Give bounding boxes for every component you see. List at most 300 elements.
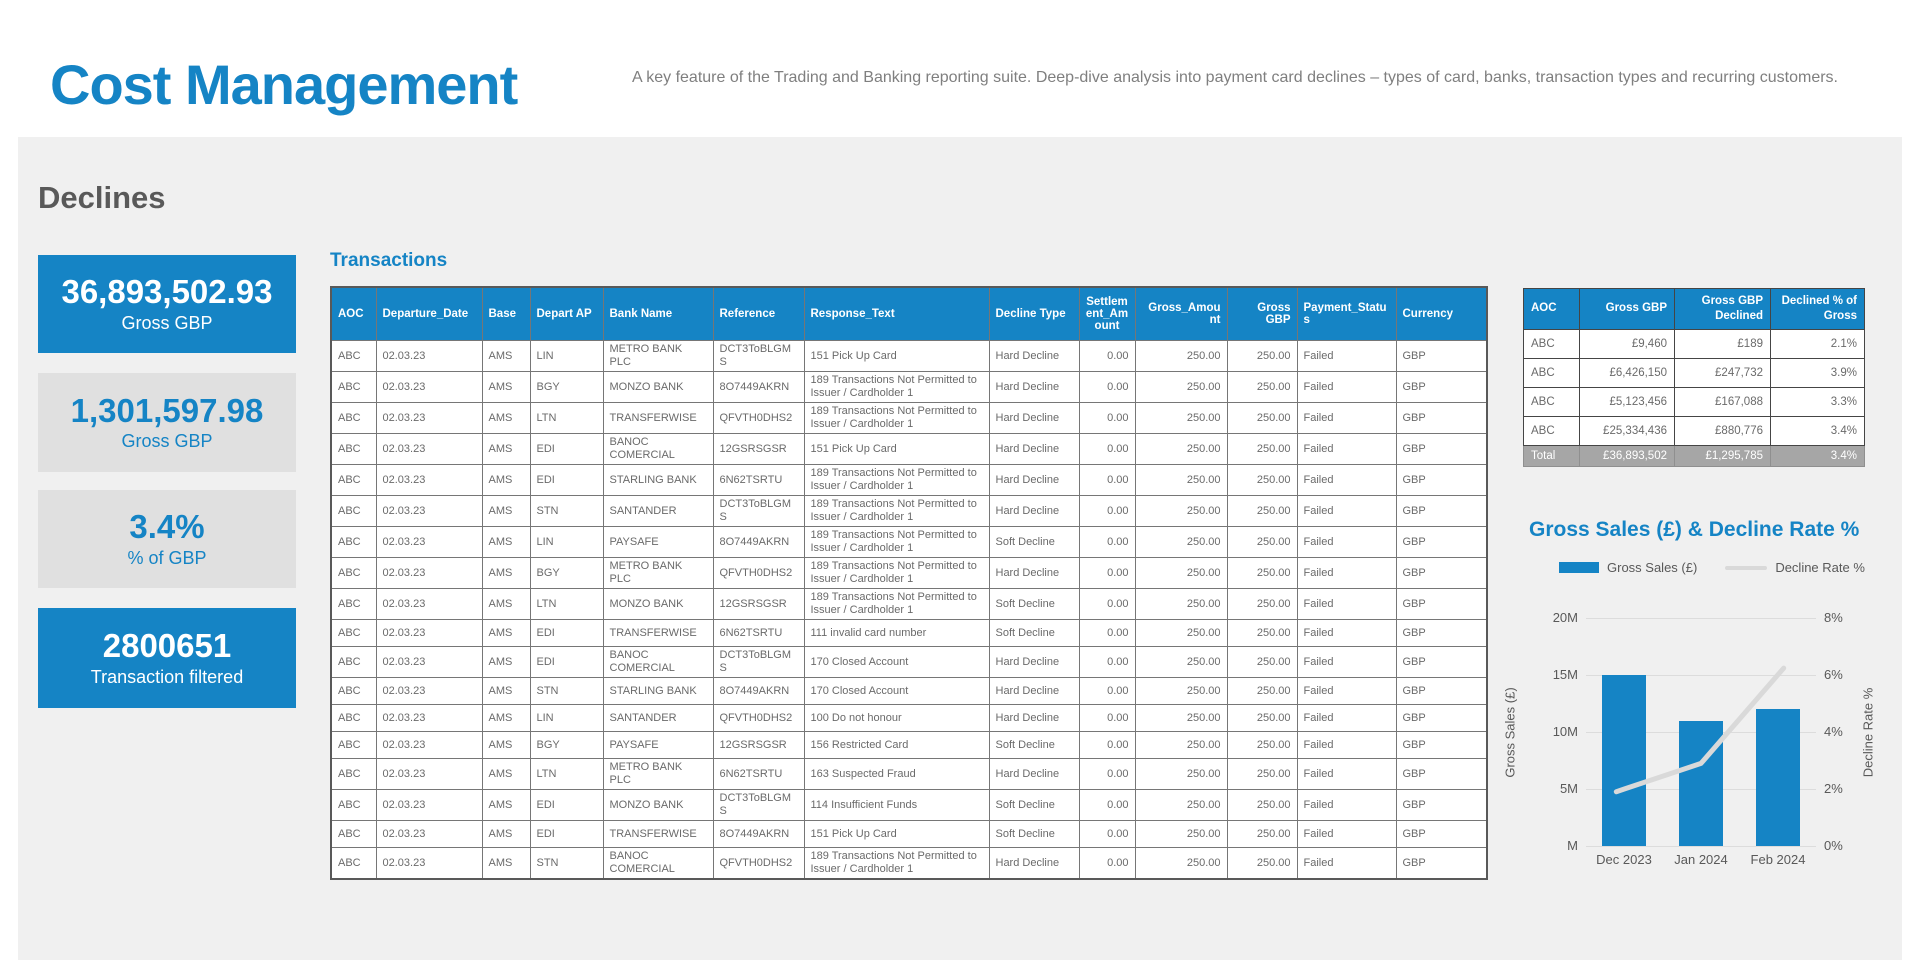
kpi-value: 36,893,502.93	[61, 273, 273, 311]
cell: Soft Decline	[989, 790, 1079, 821]
cell: Failed	[1297, 558, 1396, 589]
cell: BGY	[530, 558, 603, 589]
cell: QFVTH0DHS2	[713, 403, 804, 434]
cell: GBP	[1396, 790, 1487, 821]
cell: MONZO BANK	[603, 372, 713, 403]
cell: 0.00	[1079, 558, 1135, 589]
cell: BANOC COMERCIAL	[603, 848, 713, 880]
transactions-row[interactable]	[331, 620, 1487, 647]
cell: Hard Decline	[989, 341, 1079, 372]
cell: 189 Transactions Not Permitted to Issuer / Cardholder 1	[804, 403, 989, 434]
cell: Soft Decline	[989, 732, 1079, 759]
cell: Failed	[1297, 759, 1396, 790]
cell: QFVTH0DHS2	[713, 705, 804, 732]
kpi-value: 1,301,597.98	[70, 391, 264, 429]
summary-header-row	[1524, 289, 1865, 330]
cell: Failed	[1297, 620, 1396, 647]
total-cell: £36,893,502	[1580, 445, 1675, 466]
cell: BGY	[530, 372, 603, 403]
cell: £880,776	[1675, 416, 1771, 445]
total-cell: Total	[1524, 445, 1580, 466]
left-axis-tick: 5M	[1559, 781, 1578, 796]
cell: 250.00	[1227, 527, 1297, 558]
cell: QFVTH0DHS2	[713, 558, 804, 589]
cell: TRANSFERWISE	[603, 403, 713, 434]
cell: 02.03.23	[376, 465, 482, 496]
cell: ABC	[1524, 358, 1580, 387]
cell: ABC	[331, 434, 376, 465]
cell: BANOC COMERCIAL	[603, 647, 713, 678]
cell: 250.00	[1135, 678, 1227, 705]
right-axis-title: Decline Rate %	[1860, 687, 1876, 777]
cell: 02.03.23	[376, 434, 482, 465]
cell: 163 Suspected Fraud	[804, 759, 989, 790]
transactions-row[interactable]	[331, 527, 1487, 558]
cell: 189 Transactions Not Permitted to Issuer / Cardholder 1	[804, 496, 989, 527]
cell: £6,426,150	[1580, 358, 1675, 387]
cell: 250.00	[1135, 434, 1227, 465]
cell: STN	[530, 848, 603, 880]
summary-column-header-declined-of-gross[interactable]: Declined % of Gross	[1771, 289, 1865, 330]
cell: AMS	[482, 647, 530, 678]
cell: EDI	[530, 790, 603, 821]
cell: LTN	[530, 759, 603, 790]
cell: 189 Transactions Not Permitted to Issuer / Cardholder 1	[804, 465, 989, 496]
cell: EDI	[530, 821, 603, 848]
cell: GBP	[1396, 848, 1487, 880]
left-axis-tick: 10M	[1552, 724, 1578, 739]
kpi-card-gross-gbp[interactable]	[38, 255, 296, 353]
cell: GBP	[1396, 527, 1487, 558]
cell: 0.00	[1079, 589, 1135, 620]
cell: 111 invalid card number	[804, 620, 989, 647]
cell: 189 Transactions Not Permitted to Issuer / Cardholder 1	[804, 589, 989, 620]
column-header-base[interactable]: Base	[482, 287, 530, 341]
kpi-value: 2800651	[102, 627, 232, 665]
cell: 189 Transactions Not Permitted to Issuer / Cardholder 1	[804, 558, 989, 589]
cell: ABC	[331, 848, 376, 880]
cell: 114 Insufficient Funds	[804, 790, 989, 821]
cell: ABC	[331, 678, 376, 705]
cell: Failed	[1297, 790, 1396, 821]
cell: 02.03.23	[376, 705, 482, 732]
line-series-swatch-icon	[1725, 566, 1767, 570]
cell: 6N62TSRTU	[713, 759, 804, 790]
cell: 02.03.23	[376, 558, 482, 589]
chart-legend	[1559, 560, 1865, 575]
cell: GBP	[1396, 341, 1487, 372]
cell: ABC	[1524, 329, 1580, 358]
cell: 250.00	[1135, 465, 1227, 496]
cell: ABC	[331, 732, 376, 759]
column-header-decline-type[interactable]: Decline Type	[989, 287, 1079, 341]
cell: EDI	[530, 434, 603, 465]
column-header-payment-status[interactable]: Payment_Status	[1297, 287, 1396, 341]
cell: METRO BANK PLC	[603, 759, 713, 790]
cell: Failed	[1297, 434, 1396, 465]
cell: 2.1%	[1771, 329, 1865, 358]
cell: AMS	[482, 678, 530, 705]
right-axis-tick: 0%	[1824, 838, 1843, 853]
cell: Hard Decline	[989, 705, 1079, 732]
cell: ABC	[331, 403, 376, 434]
cell: 250.00	[1135, 821, 1227, 848]
column-header-departure-date[interactable]: Departure_Date	[376, 287, 482, 341]
cell: 250.00	[1135, 341, 1227, 372]
right-axis-tick: 4%	[1824, 724, 1843, 739]
cell: 170 Closed Account	[804, 647, 989, 678]
cell: Failed	[1297, 821, 1396, 848]
cell: AMS	[482, 732, 530, 759]
cell: AMS	[482, 496, 530, 527]
column-header-reference[interactable]: Reference	[713, 287, 804, 341]
cell: Hard Decline	[989, 465, 1079, 496]
cell: EDI	[530, 620, 603, 647]
cell: 250.00	[1135, 589, 1227, 620]
cell: GBP	[1396, 647, 1487, 678]
summary-row[interactable]	[1524, 416, 1865, 445]
cell: TRANSFERWISE	[603, 620, 713, 647]
cell: 250.00	[1135, 620, 1227, 647]
cell: Failed	[1297, 496, 1396, 527]
cell: 151 Pick Up Card	[804, 434, 989, 465]
cell: 02.03.23	[376, 620, 482, 647]
cell: 250.00	[1135, 647, 1227, 678]
cell: 3.3%	[1771, 387, 1865, 416]
cell: 0.00	[1079, 620, 1135, 647]
transactions-row[interactable]	[331, 372, 1487, 403]
cell: 0.00	[1079, 527, 1135, 558]
cell: 250.00	[1135, 848, 1227, 880]
cell: 8O7449AKRN	[713, 527, 804, 558]
transactions-row[interactable]	[331, 678, 1487, 705]
kpi-label: Gross GBP	[121, 312, 213, 333]
column-header-aoc[interactable]: AOC	[331, 287, 376, 341]
cell: EDI	[530, 465, 603, 496]
cell: STARLING BANK	[603, 678, 713, 705]
cell: 250.00	[1135, 496, 1227, 527]
cell: £5,123,456	[1580, 387, 1675, 416]
cell: ABC	[331, 372, 376, 403]
cell: GBP	[1396, 372, 1487, 403]
transactions-row[interactable]	[331, 589, 1487, 620]
cell: BGY	[530, 732, 603, 759]
cell: ABC	[331, 821, 376, 848]
cell: DCT3ToBLGMS	[713, 341, 804, 372]
cell: Failed	[1297, 589, 1396, 620]
cell: 0.00	[1079, 496, 1135, 527]
cell: £167,088	[1675, 387, 1771, 416]
cell: 100 Do not honour	[804, 705, 989, 732]
cell: 02.03.23	[376, 403, 482, 434]
left-axis-tick: 20M	[1552, 610, 1578, 625]
cell: GBP	[1396, 465, 1487, 496]
summary-row[interactable]	[1524, 358, 1865, 387]
transactions-row[interactable]	[331, 434, 1487, 465]
cell: GBP	[1396, 705, 1487, 732]
kpi-card-transactions-filtered[interactable]	[38, 608, 296, 708]
cell: AMS	[482, 790, 530, 821]
cell: AMS	[482, 848, 530, 880]
cell: GBP	[1396, 678, 1487, 705]
cell: STN	[530, 678, 603, 705]
cell: ABC	[331, 790, 376, 821]
cell: 189 Transactions Not Permitted to Issuer / Cardholder 1	[804, 527, 989, 558]
cell: 189 Transactions Not Permitted to Issuer / Cardholder 1	[804, 372, 989, 403]
cell: AMS	[482, 341, 530, 372]
cell: PAYSAFE	[603, 732, 713, 759]
cell: 151 Pick Up Card	[804, 821, 989, 848]
legend-item-gross-sales[interactable]	[1559, 560, 1697, 575]
legend-item-decline-rate[interactable]	[1725, 560, 1865, 575]
cell: 02.03.23	[376, 790, 482, 821]
cell: Failed	[1297, 678, 1396, 705]
cell: METRO BANK PLC	[603, 341, 713, 372]
cell: £247,732	[1675, 358, 1771, 387]
cell: ABC	[331, 558, 376, 589]
cell: 3.9%	[1771, 358, 1865, 387]
column-header-bank-name[interactable]: Bank Name	[603, 287, 713, 341]
transactions-row[interactable]	[331, 403, 1487, 434]
cell: GBP	[1396, 496, 1487, 527]
transactions-row[interactable]	[331, 821, 1487, 848]
cell: 250.00	[1135, 732, 1227, 759]
cell: 250.00	[1135, 759, 1227, 790]
summary-row[interactable]	[1524, 329, 1865, 358]
cell: 250.00	[1227, 558, 1297, 589]
left-axis-tick: 15M	[1552, 667, 1578, 682]
cell: 8O7449AKRN	[713, 372, 804, 403]
cell: 8O7449AKRN	[713, 821, 804, 848]
column-header-gross-amount[interactable]: Gross_Amount	[1135, 287, 1227, 341]
aoc-summary-table	[1523, 288, 1865, 467]
column-header-currency[interactable]: Currency	[1396, 287, 1487, 341]
cell: LIN	[530, 527, 603, 558]
cell: AMS	[482, 705, 530, 732]
cell: 02.03.23	[376, 732, 482, 759]
cell: AMS	[482, 620, 530, 647]
cell: 02.03.23	[376, 496, 482, 527]
transactions-row[interactable]	[331, 790, 1487, 821]
cell: £189	[1675, 329, 1771, 358]
cell: AMS	[482, 821, 530, 848]
cell: SANTANDER	[603, 496, 713, 527]
cell: QFVTH0DHS2	[713, 848, 804, 880]
cell: Hard Decline	[989, 558, 1079, 589]
cell: Hard Decline	[989, 647, 1079, 678]
transactions-row[interactable]	[331, 558, 1487, 589]
kpi-label: Transaction filtered	[90, 666, 244, 687]
cell: £25,334,436	[1580, 416, 1675, 445]
decline-rate-line	[1586, 618, 1816, 846]
cell: ABC	[1524, 387, 1580, 416]
cell: AMS	[482, 434, 530, 465]
cell: AMS	[482, 759, 530, 790]
x-axis-label: Jan 2024	[1674, 852, 1728, 867]
cell: 250.00	[1135, 790, 1227, 821]
total-cell: 3.4%	[1771, 445, 1865, 466]
cell: GBP	[1396, 403, 1487, 434]
column-header-response-text[interactable]: Response_Text	[804, 287, 989, 341]
transactions-row[interactable]	[331, 732, 1487, 759]
cell: DCT3ToBLGMS	[713, 647, 804, 678]
cell: ABC	[331, 647, 376, 678]
cell: 250.00	[1135, 527, 1227, 558]
cell: 0.00	[1079, 848, 1135, 880]
cell: SANTANDER	[603, 705, 713, 732]
cell: ABC	[331, 705, 376, 732]
legend-label: Gross Sales (£)	[1607, 560, 1698, 575]
cell: Failed	[1297, 705, 1396, 732]
cell: 02.03.23	[376, 341, 482, 372]
cell: £9,460	[1580, 329, 1675, 358]
cell: ABC	[331, 620, 376, 647]
transactions-table	[330, 286, 1488, 880]
cell: Soft Decline	[989, 620, 1079, 647]
cell: 02.03.23	[376, 647, 482, 678]
cell: STARLING BANK	[603, 465, 713, 496]
cell: Soft Decline	[989, 527, 1079, 558]
cell: MONZO BANK	[603, 790, 713, 821]
cell: 0.00	[1079, 341, 1135, 372]
cell: 250.00	[1135, 558, 1227, 589]
cell: EDI	[530, 647, 603, 678]
page-title: Cost Management	[50, 53, 518, 116]
cell: TRANSFERWISE	[603, 821, 713, 848]
transactions-row[interactable]	[331, 848, 1487, 880]
kpi-card-percent-of-gbp[interactable]	[38, 490, 296, 588]
transactions-row[interactable]	[331, 465, 1487, 496]
cell: 250.00	[1227, 465, 1297, 496]
cell: 250.00	[1227, 403, 1297, 434]
cell: 0.00	[1079, 403, 1135, 434]
cell: 250.00	[1227, 821, 1297, 848]
transactions-row[interactable]	[331, 759, 1487, 790]
cell: 250.00	[1135, 372, 1227, 403]
page-description: A key feature of the Trading and Banking reporting suite. Deep-dive analysis into payment card declines – types of card, banks, transaction types and recurring customers.	[632, 69, 1838, 86]
bar-series-swatch-icon	[1559, 562, 1599, 573]
left-axis-tick: M	[1567, 838, 1578, 853]
cell: 02.03.23	[376, 589, 482, 620]
cell: 250.00	[1227, 434, 1297, 465]
cell: 6N62TSRTU	[713, 620, 804, 647]
cell: STN	[530, 496, 603, 527]
cell: ABC	[331, 759, 376, 790]
cell: Failed	[1297, 647, 1396, 678]
cell: Failed	[1297, 465, 1396, 496]
cell: LTN	[530, 589, 603, 620]
cell: 3.4%	[1771, 416, 1865, 445]
cell: Failed	[1297, 372, 1396, 403]
cell: 6N62TSRTU	[713, 465, 804, 496]
transactions-row[interactable]	[331, 647, 1487, 678]
cell: 250.00	[1227, 848, 1297, 880]
kpi-value: 3.4%	[129, 508, 205, 546]
summary-total-row	[1524, 445, 1865, 466]
right-axis-tick: 6%	[1824, 667, 1843, 682]
cell: Soft Decline	[989, 589, 1079, 620]
cell: 151 Pick Up Card	[804, 341, 989, 372]
cell: 0.00	[1079, 759, 1135, 790]
cell: DCT3ToBLGMS	[713, 790, 804, 821]
cell: 250.00	[1227, 647, 1297, 678]
cell: DCT3ToBLGMS	[713, 496, 804, 527]
cell: PAYSAFE	[603, 527, 713, 558]
column-header-settlement-amount[interactable]: Settlement_Amount	[1079, 287, 1135, 341]
transactions-row[interactable]	[331, 341, 1487, 372]
column-header-gross-gbp[interactable]: Gross GBP	[1227, 287, 1297, 341]
chart-title: Gross Sales (£) & Decline Rate %	[1529, 518, 1860, 541]
cell: Hard Decline	[989, 848, 1079, 880]
right-axis-tick: 2%	[1824, 781, 1843, 796]
column-header-depart-ap[interactable]: Depart AP	[530, 287, 603, 341]
cell: AMS	[482, 589, 530, 620]
cell: Hard Decline	[989, 372, 1079, 403]
cell: 12GSRSGSR	[713, 589, 804, 620]
cell: 250.00	[1227, 372, 1297, 403]
cell: Hard Decline	[989, 759, 1079, 790]
cell: GBP	[1396, 821, 1487, 848]
cell: GBP	[1396, 558, 1487, 589]
cell: 0.00	[1079, 372, 1135, 403]
cell: 02.03.23	[376, 678, 482, 705]
cell: 0.00	[1079, 821, 1135, 848]
cell: AMS	[482, 372, 530, 403]
cell: 250.00	[1227, 790, 1297, 821]
cell: GBP	[1396, 434, 1487, 465]
cell: Failed	[1297, 848, 1396, 880]
cell: 250.00	[1135, 403, 1227, 434]
cell: 02.03.23	[376, 759, 482, 790]
cell: 12GSRSGSR	[713, 434, 804, 465]
cell: AMS	[482, 558, 530, 589]
cell: LIN	[530, 341, 603, 372]
cell: 250.00	[1227, 620, 1297, 647]
cell: AMS	[482, 527, 530, 558]
cell: 02.03.23	[376, 848, 482, 880]
cell: AMS	[482, 403, 530, 434]
summary-row[interactable]	[1524, 387, 1865, 416]
cell: 0.00	[1079, 790, 1135, 821]
cell: Failed	[1297, 732, 1396, 759]
cell: GBP	[1396, 732, 1487, 759]
transactions-row[interactable]	[331, 496, 1487, 527]
summary-column-header-gross-gbp-declined[interactable]: Gross GBP Declined	[1675, 289, 1771, 330]
cell: ABC	[331, 496, 376, 527]
gridline	[1586, 846, 1816, 847]
cell: 12GSRSGSR	[713, 732, 804, 759]
kpi-card-declined-gbp[interactable]	[38, 373, 296, 472]
x-axis-label: Feb 2024	[1750, 852, 1806, 867]
total-cell: £1,295,785	[1675, 445, 1771, 466]
cell: Hard Decline	[989, 434, 1079, 465]
legend-label: Decline Rate %	[1775, 560, 1865, 575]
cell: MONZO BANK	[603, 589, 713, 620]
cell: ABC	[1524, 416, 1580, 445]
cell: ABC	[331, 341, 376, 372]
cell: GBP	[1396, 589, 1487, 620]
summary-column-header-aoc[interactable]: AOC	[1524, 289, 1580, 330]
section-title: Declines	[38, 180, 166, 215]
cell: Hard Decline	[989, 496, 1079, 527]
summary-column-header-gross-gbp[interactable]: Gross GBP	[1580, 289, 1675, 330]
cell: 02.03.23	[376, 372, 482, 403]
cell: 250.00	[1227, 732, 1297, 759]
cell: Hard Decline	[989, 403, 1079, 434]
left-axis-title: Gross Sales (£)	[1502, 686, 1518, 778]
transactions-row[interactable]	[331, 705, 1487, 732]
cell: 02.03.23	[376, 821, 482, 848]
